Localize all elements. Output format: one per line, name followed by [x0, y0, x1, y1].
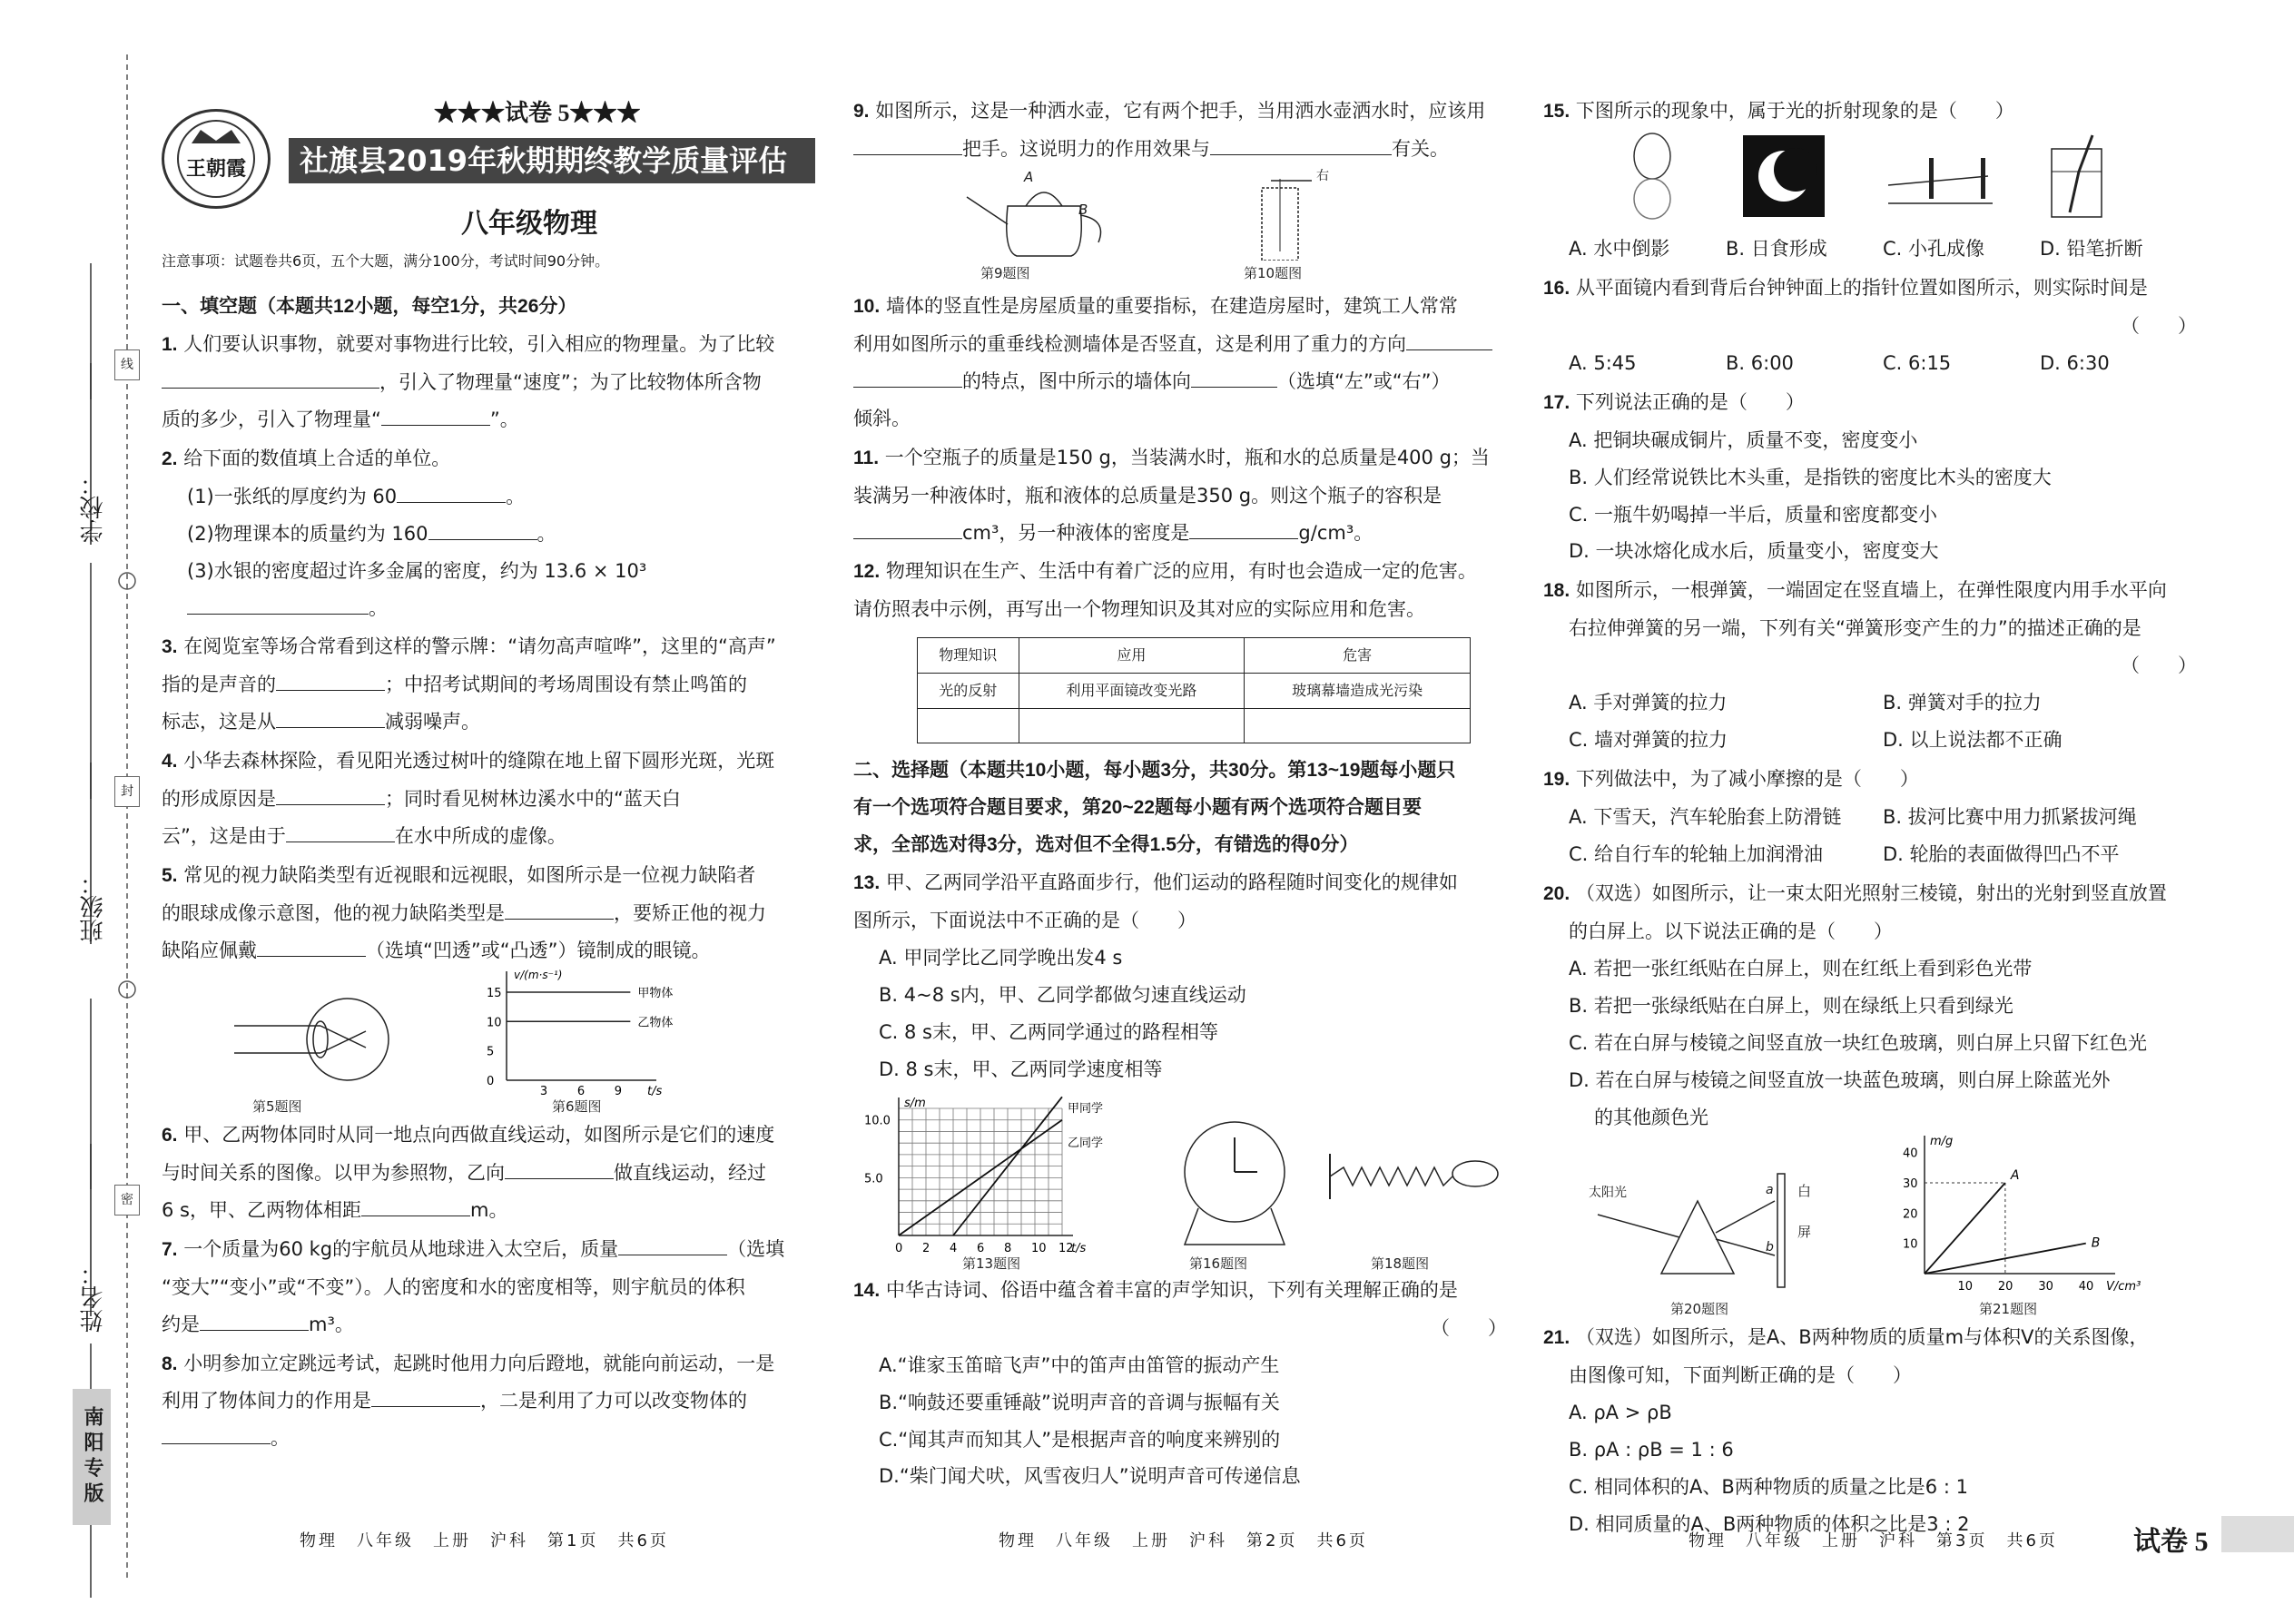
blank[interactable] — [162, 1424, 271, 1444]
q-text: 一个空瓶子的质量是150 g，当装满水时，瓶和水的总质量是400 g；当 — [884, 446, 1490, 468]
table-header: 应用 — [1019, 638, 1245, 674]
blank[interactable] — [853, 519, 962, 539]
question-8 — [162, 1345, 815, 1458]
q-text: 有关。 — [1392, 137, 1449, 160]
q-num: 9. — [853, 101, 870, 122]
q-text: 中华古诗词、俗语中蕴含着丰富的声学知识，下列有关理解正确的是 — [885, 1278, 1458, 1301]
table-cell: 光的反射 — [918, 674, 1019, 709]
option-c[interactable]: C. 墙对弹簧的拉力 — [1569, 729, 1728, 752]
blank[interactable] — [276, 708, 385, 728]
q-text: 把手。这说明力的作用效果与 — [962, 137, 1210, 160]
answer-paren[interactable]: （ ） — [2121, 314, 2197, 337]
blank[interactable] — [853, 135, 962, 155]
q-text: 图所示，下面说法中不正确的是（ ） — [853, 910, 1196, 932]
table-cell: 玻璃幕墙造成光污染 — [1245, 674, 1471, 709]
fig21-caption: 第21题图 — [1979, 1301, 2038, 1318]
q-text: 装满另一种液体时，瓶和液体的总质量是350 g。则这个瓶子的容积是 — [853, 484, 1442, 507]
blank[interactable] — [505, 900, 614, 920]
eye-diagram — [234, 989, 416, 1089]
mass-volume-chart — [1888, 1128, 2161, 1292]
q-text: 标志，这是从 — [162, 711, 276, 733]
eclipse-figure — [1743, 135, 1825, 217]
series-line-B — [1925, 1244, 2086, 1274]
q-text: 如图所示，一根弹簧，一端固定在竖直墙上，在弹性限度内用手水平向 — [1575, 579, 2167, 602]
q-text: 下图所示的现象中，属于光的折射现象的是（ ） — [1575, 100, 2014, 122]
x-tick-label: 4 — [950, 1241, 958, 1255]
q-text: 人们要认识事物，就要对事物进行比较，引入相应的物理量。为了比较 — [183, 332, 775, 355]
q-num: 4. — [162, 751, 178, 773]
question-5 — [162, 857, 815, 969]
fig18-caption: 第18题图 — [1371, 1255, 1430, 1272]
y-tick-label: 5 — [487, 1045, 495, 1059]
blank[interactable] — [428, 520, 537, 540]
blank[interactable] — [397, 483, 506, 503]
option-a[interactable]: A. 5:45 — [1569, 351, 1637, 374]
table-header: 物理知识 — [918, 638, 1019, 674]
option-b[interactable]: B. 拔河比赛中用力抓紧拔河绳 — [1883, 806, 2137, 828]
option-a[interactable]: A. 手对弹簧的拉力 — [1569, 692, 1728, 714]
figures-20-21 — [1543, 1137, 2197, 1319]
y-axis-label: v/(m·s⁻¹) — [514, 968, 563, 981]
q-text: cm³，另一种液体的密度是 — [962, 521, 1190, 544]
x-tick-label: 10 — [1031, 1241, 1047, 1255]
q-text: （双选）如图所示，让一束太阳光照射三棱镜，射出的光射到竖直放置 — [1575, 881, 2167, 904]
option-d[interactable]: D. 一块冰熔化成水后，质量变小，密度变大 — [1569, 540, 1939, 563]
prism-diagram — [1561, 1137, 1834, 1292]
x-tick-label: 6 — [576, 1084, 586, 1098]
q-num: 11. — [853, 447, 880, 468]
q-text: 甲、乙两物体同时从同一地点向西做直线运动，如图所示是它们的速度 — [183, 1123, 775, 1146]
y-tick-label: 0 — [487, 1074, 495, 1088]
option-b[interactable]: B. 6:00 — [1726, 351, 1794, 374]
q-text: 从平面镜内看到背后台钟钟面上的指针位置如图所示，则实际时间是 — [1575, 276, 2148, 299]
q-text: (3)水银的密度超过许多金属的密度，约为 13.6 × 10³ — [187, 559, 647, 582]
blank[interactable] — [371, 1387, 480, 1407]
option-b[interactable]: B. 弹簧对手的拉力 — [1883, 692, 2042, 714]
paper-subtitle: 八年级物理 — [461, 208, 597, 240]
question-17 — [1543, 384, 2197, 571]
y-tick-label: 30 — [1903, 1177, 1918, 1192]
q-num: 12. — [853, 561, 881, 583]
footer-page-2: 物理 八年级 上册 沪科 第2页 共6页 — [999, 1531, 1368, 1550]
q-text: 小华去森林探险，看见阳光透过树叶的缝隙在地上留下圆形光斑，光斑 — [183, 750, 775, 773]
q-text: ；同时看见树林边溪水中的“蓝天白 — [385, 788, 681, 811]
q-text: 倾斜。 — [853, 407, 911, 429]
blank[interactable] — [853, 368, 962, 388]
column-3 — [1543, 93, 2197, 1545]
question-15 — [1543, 93, 2197, 268]
q-text: 在水中所成的虚像。 — [394, 825, 566, 848]
question-1 — [162, 326, 815, 438]
prism-label-b: b — [1766, 1240, 1774, 1255]
figures-15 — [1543, 131, 2197, 231]
fig9-label-a: A — [1024, 168, 1034, 185]
distance-time-chart — [853, 1090, 1108, 1272]
x-tick-label: 12 — [1058, 1241, 1074, 1255]
q-text: 6 s，甲、乙两物体相距 — [162, 1198, 361, 1221]
prism-label-a: a — [1766, 1183, 1774, 1198]
series-label: 乙同学 — [1068, 1136, 1104, 1150]
option-a[interactable]: A. 下雪天，汽车轮胎套上防滑链 — [1569, 806, 1842, 828]
question-18 — [1543, 572, 2197, 759]
question-4 — [162, 743, 815, 855]
x-tick-label: 9 — [614, 1084, 623, 1098]
option-d[interactable]: D. 相同质量的A、B两种物质的体积之比是3 : 2 — [1569, 1513, 1970, 1536]
option-d[interactable]: D. 以上说法都不正确 — [1883, 729, 2063, 752]
x-axis-label: V/cm³ — [2106, 1280, 2141, 1293]
option-b[interactable]: B. 4~8 s内，甲、乙同学都做匀速直线运动 — [879, 983, 1246, 1006]
q-num: 2. — [162, 448, 178, 469]
header — [162, 91, 815, 270]
q-text: ，引入了物理量“速度”；为了比较物体所含物 — [379, 370, 762, 393]
option-c[interactable]: C. 6:15 — [1883, 351, 1952, 374]
q-text: 缺陷应佩戴 — [162, 939, 257, 961]
option-c[interactable]: C. 小孔成像 — [1883, 237, 1985, 260]
blank[interactable] — [187, 595, 369, 615]
option-b[interactable]: B.“响鼓还要重锤敲”说明声音的音调与振幅有关 — [879, 1391, 1280, 1413]
series-label: 甲物体 — [637, 986, 674, 1000]
option-b[interactable]: B. 人们经常说铁比木头重，是指铁的密度比木头的密度大 — [1569, 466, 2052, 488]
q-text: 利用了物体间力的作用是 — [162, 1390, 371, 1412]
column-1 — [162, 91, 815, 1459]
question-20 — [1543, 875, 2197, 1137]
q-text: 与时间关系的图像。以甲为参照物，乙向 — [162, 1161, 505, 1184]
q-num: 7. — [162, 1238, 178, 1260]
fig6-caption: 第6题图 — [552, 1097, 602, 1115]
option-b[interactable]: B. 若把一张绿纸贴在白屏上，则在绿纸上只看到绿光 — [1569, 994, 2013, 1017]
blank[interactable] — [257, 937, 366, 957]
option-d-cont: 的其他颜色光 — [1594, 1106, 1708, 1128]
table-header: 危害 — [1245, 638, 1471, 674]
figures-9-10 — [853, 170, 1507, 288]
seal-mark-dense: 密 — [114, 1185, 140, 1216]
q-text: 右拉伸弹簧的另一端，下列有关“弹簧形变产生的力”的描述正确的是 — [1569, 617, 2141, 640]
x-tick-label: 40 — [2078, 1280, 2094, 1293]
footer-page-1: 物理 八年级 上册 沪科 第1页 共6页 — [300, 1531, 669, 1550]
table-row — [918, 674, 1471, 709]
q-text: 墙体的竖直性是房屋质量的重要指标，在建造房屋时，建筑工人常常 — [885, 294, 1458, 317]
q-text: 由图像可知，下面判断正确的是（ ） — [1569, 1364, 1912, 1387]
school-label: 学校： — [80, 472, 107, 543]
question-3 — [162, 628, 815, 741]
fig5-caption: 第5题图 — [252, 1097, 302, 1115]
section-text: 有一个选项符合题目要求，第20~22题每小题有两个选项符合题目要 — [853, 797, 1422, 819]
x-tick-label: 2 — [922, 1241, 930, 1255]
q-text: 的特点，图中所示的墙体向 — [962, 369, 1191, 392]
q-text: 云”，这是由于 — [162, 825, 286, 848]
blank[interactable] — [361, 1196, 470, 1216]
q-text: 请仿照表中示例，再写出一个物理知识及其对应的实际应用和危害。 — [853, 598, 1425, 621]
table-header-row — [918, 638, 1471, 674]
fig13-caption: 第13题图 — [962, 1255, 1021, 1272]
option-c[interactable]: C.“闻其声而知其人”是根据声音的响度来辨别的 — [879, 1428, 1281, 1451]
option-d[interactable]: D. 6:30 — [2040, 351, 2110, 374]
question-16 — [1543, 270, 2197, 382]
question-13 — [853, 864, 1507, 1088]
q-text: ，要矫正他的视力 — [614, 902, 766, 924]
figures-5-6 — [162, 968, 815, 1117]
q-num: 13. — [853, 872, 881, 894]
option-d[interactable]: D. 若在白屏与棱镜之间竖直放一块蓝色玻璃，则白屏上除蓝光外 — [1569, 1068, 2111, 1091]
option-d[interactable]: D.“柴门闻犬吠，风雪夜归人”说明声音可传递信息 — [879, 1465, 1301, 1488]
question-9 — [853, 93, 1507, 168]
q-text: ；中招考试期间的考场周围设有禁止鸣笛的 — [385, 674, 747, 696]
section-2-title — [853, 753, 1507, 864]
reflection-figure — [1616, 131, 1689, 221]
q-text: 小明参加立定跳远考试，起跳时他用力向后蹬地，就能向前运动，一是 — [183, 1352, 775, 1374]
y-tick-label: 20 — [1903, 1207, 1918, 1222]
fig16-caption: 第16题图 — [1189, 1255, 1248, 1272]
q-text: ”。 — [489, 408, 519, 430]
spring-diagram — [1325, 1145, 1507, 1217]
blank[interactable] — [276, 785, 385, 805]
q-text: 一个质量为60 kg的宇航员从地球进入太空后，质量 — [183, 1237, 619, 1260]
edition-badge: 南阳专版 — [73, 1389, 111, 1525]
clock-diagram — [1171, 1117, 1298, 1254]
option-a[interactable]: A. ρA > ρB — [1569, 1402, 1672, 1424]
q-num: 21. — [1543, 1327, 1570, 1349]
y-tick-label: 15 — [487, 986, 502, 1000]
q-text: 物理知识在生产、生活中有着广泛的应用，有时也会造成一定的危害。 — [885, 560, 1477, 583]
q-text: （选填“凹透”或“凸透”）镜制成的眼镜。 — [366, 939, 711, 961]
blank[interactable] — [276, 671, 385, 691]
footer-paper-tag: 试卷 5 — [2133, 1527, 2209, 1557]
series-label: 乙物体 — [637, 1016, 674, 1030]
q-text: 常见的视力缺陷类型有近视眼和远视眼，如图所示是一位视力缺陷者 — [183, 864, 756, 887]
fig10-caption: 第10题图 — [1244, 264, 1303, 281]
blank[interactable] — [162, 369, 379, 389]
y-axis-label: m/g — [1930, 1135, 1954, 1149]
q-text: ，二是利用了力可以改变物体的 — [480, 1390, 747, 1412]
screen-label-1: 白 — [1797, 1183, 1812, 1200]
option-c[interactable]: C. 一瓶牛奶喝掉一半后，质量和密度都变小 — [1569, 503, 1938, 526]
q-text: 指的是声音的 — [162, 674, 276, 696]
question-11 — [853, 439, 1507, 552]
q-text: （选填“左”或“右”） — [1277, 369, 1451, 392]
question-2 — [162, 440, 815, 627]
q-text: 利用如图所示的重垂线检测墙体是否竖直，这是利用了重力的方向 — [853, 332, 1406, 355]
q-text: (2)物理课本的质量约为 160 — [187, 522, 428, 545]
series-label: 甲同学 — [1068, 1101, 1104, 1116]
logo-text: 王朝霞 — [185, 157, 246, 181]
option-d[interactable]: D. 8 s末，甲、乙两同学速度相等 — [879, 1058, 1163, 1080]
blank[interactable] — [1191, 368, 1277, 388]
option-c[interactable]: C. 8 s末，甲、乙两同学通过的路程相等 — [879, 1020, 1218, 1043]
q-text: 下列做法中，为了减小摩擦的是（ ） — [1575, 768, 1919, 791]
paper-title: 社旗县2019年秋期期终教学质量评估试卷 — [289, 138, 815, 183]
blank[interactable] — [1406, 330, 1492, 350]
x-axis-label: t/s — [647, 1084, 663, 1098]
blank[interactable] — [1210, 135, 1392, 155]
section-text: 求，全部选对得3分，选对但不全得1.5分，有错选的得0分） — [853, 834, 1359, 856]
q-text: (1)一张纸的厚度约为 60 — [187, 485, 398, 507]
footer-page-3: 物理 八年级 上册 沪科 第3页 共6页 — [1689, 1531, 2058, 1550]
series-label: A — [2010, 1168, 2020, 1184]
q-text: 给下面的数值填上合适的单位。 — [183, 447, 451, 469]
q-text: 甲、乙两同学沿平直路面步行，他们运动的路程随时间变化的规律如 — [885, 871, 1458, 894]
y-axis-label: s/m — [904, 1096, 926, 1110]
option-c[interactable]: C. 相同体积的A、B两种物质的质量之比是6 : 1 — [1569, 1476, 1968, 1499]
blank[interactable] — [381, 406, 490, 426]
table-cell[interactable] — [1019, 709, 1245, 743]
binding-strip — [0, 0, 154, 1624]
q-text: 下列说法正确的是（ ） — [1575, 390, 1805, 413]
x-tick-label: 6 — [977, 1241, 985, 1255]
question-14 — [853, 1272, 1507, 1496]
fig20-caption: 第20题图 — [1670, 1301, 1729, 1318]
blank[interactable] — [618, 1235, 727, 1255]
name-label: 姓名： — [80, 1262, 107, 1333]
option-a[interactable]: A. 甲同学比乙同学晚出发4 s — [879, 947, 1123, 969]
watering-can-diagram — [962, 170, 1126, 261]
answer-paren[interactable]: （ ） — [2121, 655, 2197, 677]
x-tick-label: 3 — [539, 1084, 548, 1098]
q-num: 16. — [1543, 277, 1570, 299]
q-text: 如图所示，这是一种洒水壶，它有两个把手，当用洒水壶洒水时，应该用 — [875, 100, 1486, 122]
q-text: g/cm³。 — [1298, 521, 1373, 544]
corner-tab — [2221, 1516, 2294, 1552]
option-a[interactable]: A.“谁家玉笛暗飞声”中的笛声由笛管的振动产生 — [879, 1353, 1280, 1376]
q-text: 在阅览室等场合常看到这样的警示牌：“请勿高声喧哗”，这里的“高声” — [183, 635, 776, 658]
question-21 — [1543, 1319, 2197, 1543]
option-a[interactable]: A. 水中倒影 — [1569, 237, 1670, 260]
q-num: 18. — [1543, 580, 1570, 602]
x-axis-label: t/s — [1071, 1241, 1087, 1255]
blank[interactable] — [505, 1159, 614, 1179]
q-text: 。 — [369, 596, 388, 619]
binding-line — [0, 0, 154, 1624]
option-b[interactable]: B. ρA : ρB = 1 : 6 — [1569, 1439, 1734, 1462]
question-12 — [853, 553, 1507, 743]
knowledge-table — [917, 637, 1471, 743]
section-1-title: 一、填空题（本题共12小题，每空1分，共26分） — [162, 296, 577, 317]
q-num: 6. — [162, 1124, 178, 1146]
q-text: m³。 — [309, 1313, 354, 1335]
x-tick-label: 30 — [2038, 1280, 2053, 1293]
sunlight-label: 太阳光 — [1589, 1186, 1627, 1201]
class-label: 班级： — [80, 871, 107, 942]
question-6 — [162, 1117, 815, 1229]
blank[interactable] — [286, 822, 395, 842]
x-tick-label: 10 — [1957, 1280, 1973, 1293]
fig10-right-label: 右 — [1316, 168, 1329, 183]
q-num: 1. — [162, 333, 178, 355]
y-tick-label: 10.0 — [864, 1114, 891, 1128]
q-text: （双选）如图所示，是A、B两种物质的质量m与体积V的关系图像， — [1575, 1326, 2149, 1349]
q-num: 20. — [1543, 882, 1570, 904]
blank[interactable] — [200, 1311, 309, 1331]
figures-13-16-18 — [853, 1090, 1507, 1272]
velocity-time-chart — [470, 962, 706, 1098]
brand-logo — [162, 109, 271, 209]
paper-tag: ★★★试卷 5★★★ — [434, 100, 641, 126]
q-num: 8. — [162, 1353, 178, 1374]
column-2 — [853, 93, 1507, 1497]
question-19 — [1543, 761, 2197, 873]
option-d[interactable]: D. 轮胎的表面做得凹凸不平 — [1883, 842, 2120, 865]
question-10 — [853, 288, 1507, 438]
x-tick-label: 20 — [1997, 1280, 2013, 1293]
q-text: 减弱噪声。 — [385, 711, 480, 733]
table-cell: 利用平面镜改变光路 — [1019, 674, 1245, 709]
table-cell[interactable] — [1245, 709, 1471, 743]
option-c[interactable]: C. 给自行车的轮轴上加润滑油 — [1569, 842, 1824, 865]
y-tick-label: 10 — [1903, 1238, 1918, 1253]
q-num: 3. — [162, 636, 178, 658]
fig9-caption: 第9题图 — [980, 264, 1030, 281]
q-num: 5. — [162, 865, 178, 887]
y-tick-label: 40 — [1903, 1147, 1918, 1162]
y-tick-label: 5.0 — [864, 1172, 883, 1186]
q-text: 的白屏上。以下说法正确的是（ ） — [1569, 920, 1893, 942]
table-row-empty[interactable] — [918, 709, 1471, 743]
q-text: m。 — [469, 1198, 508, 1221]
seal-mark-seal: 封 — [114, 776, 140, 807]
x-tick-label: 8 — [1004, 1241, 1012, 1255]
q-num: 17. — [1543, 391, 1570, 413]
notice: 注意事项：试题卷共6页，五个大题，满分100分，考试时间90分钟。 — [162, 252, 610, 270]
question-7 — [162, 1231, 815, 1343]
q-num: 19. — [1543, 769, 1570, 791]
q-text: 的眼球成像示意图，他的视力缺陷类型是 — [162, 902, 505, 924]
x-tick-label: 0 — [895, 1241, 903, 1255]
q-text: 质的多少，引入了物理量“ — [162, 408, 381, 430]
screen-label-2: 屏 — [1797, 1224, 1812, 1241]
q-num: 14. — [853, 1279, 881, 1301]
q-text: 做直线运动，经过 — [614, 1161, 766, 1184]
blank[interactable] — [1189, 519, 1298, 539]
y-tick-label: 10 — [487, 1016, 502, 1030]
option-d[interactable]: D. 铅笔折断 — [2040, 237, 2143, 260]
q-text: “变大”“变小”或“不变”）。人的密度和水的密度相等，则宇航员的体积 — [162, 1275, 745, 1298]
option-a[interactable]: A. 把铜块碾成铜片，质量不变，密度变小 — [1569, 428, 1918, 451]
q-num: 10. — [853, 295, 881, 317]
option-c[interactable]: C. 若在白屏与棱镜之间竖直放一块红色玻璃，则白屏上只留下红色光 — [1569, 1031, 2148, 1054]
option-b[interactable]: B. 日食形成 — [1726, 237, 1827, 260]
seal-mark-line: 线 — [114, 349, 140, 380]
q-text: 约是 — [162, 1313, 200, 1335]
section-text: 二、选择题（本题共10小题，每小题3分，共30分。第13~19题每小题只 — [853, 760, 1456, 782]
option-a[interactable]: A. 若把一张红纸贴在白屏上，则在红纸上看到彩色光带 — [1569, 957, 2033, 979]
fig9-label-b: B — [1078, 201, 1088, 218]
series-label: B — [2091, 1236, 2101, 1252]
q-text: 。 — [271, 1427, 290, 1450]
answer-paren[interactable]: （ ） — [1431, 1316, 1507, 1339]
pinhole-figure — [1879, 140, 1997, 221]
q-num: 15. — [1543, 101, 1570, 122]
q-text: 。 — [537, 522, 556, 545]
table-cell[interactable] — [918, 709, 1019, 743]
q-text: （选填 — [727, 1237, 785, 1260]
q-text: 的形成原因是 — [162, 788, 276, 811]
pencil-figure — [2043, 131, 2115, 221]
q-text: 。 — [506, 485, 526, 507]
